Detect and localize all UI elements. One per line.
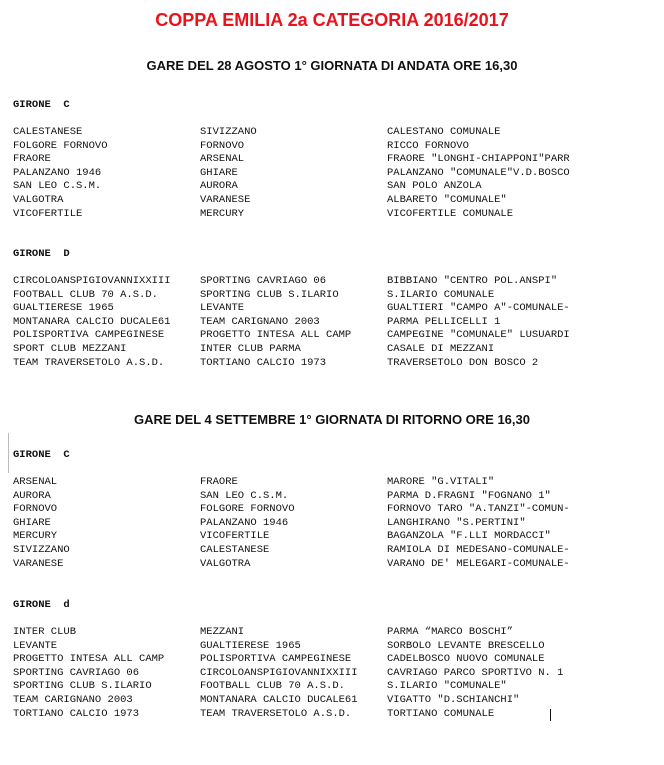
away-team: MEZZANI [200, 626, 245, 638]
home-team: FORNOVO [13, 503, 58, 516]
home-team: FOLGORE FORNOVO [13, 139, 108, 152]
away-team: FRAORE [200, 476, 238, 488]
match-row [13, 329, 653, 343]
home-team: LEVANTE [13, 639, 58, 652]
home-team: SPORTING CLUB S.ILARIO [13, 680, 152, 693]
match-row [13, 626, 653, 640]
match-row [13, 126, 653, 140]
home-team: PROGETTO INTESA ALL CAMP [13, 653, 165, 666]
home-team: SPORTING CAVRIAGO 06 [13, 666, 140, 679]
away-team: TORTIANO CALCIO 1973 [200, 356, 327, 369]
away-team: FORNOVO [200, 139, 245, 152]
match-row [13, 640, 653, 654]
home-team: GHIARE [13, 516, 51, 529]
away-team: POLISPORTIVA CAMPEGINESE [200, 653, 352, 666]
ritorno-girone-d-label: GIRONE d [13, 599, 70, 611]
venue: VIGATTO "D.SCHIANCHI" [387, 693, 520, 706]
away-team: TEAM CARIGNANO 2003 [200, 315, 320, 328]
match-row [13, 180, 653, 194]
venue: CAVRIAGO PARCO SPORTIVO N. 1 [387, 666, 564, 679]
venue: CASALE DI MEZZANI [387, 342, 495, 355]
andata-girone-d-label: GIRONE D [13, 248, 70, 260]
document-title: COPPA EMILIA 2a CATEGORIA 2016/2017 [155, 10, 509, 30]
away-team: INTER CLUB PARMA [200, 342, 301, 355]
andata-girone-c-table [13, 126, 653, 221]
match-row [13, 653, 653, 667]
match-row [13, 544, 653, 558]
home-team: TEAM CARIGNANO 2003 [13, 693, 133, 706]
andata-girone-d-table [13, 275, 653, 370]
venue: S.ILARIO "COMUNALE" [387, 680, 507, 693]
away-team: CALESTANESE [200, 543, 270, 556]
away-team: MONTANARA CALCIO DUCALE61 [200, 693, 358, 706]
ritorno-heading: GARE DEL 4 SETTEMBRE 1° GIORNATA DI RITORNO ORE 16,30 [134, 412, 530, 427]
match-row [13, 302, 653, 316]
match-row [13, 357, 653, 371]
home-team: PALANZANO 1946 [13, 166, 102, 179]
home-team: VALGOTRA [13, 193, 64, 206]
ritorno-girone-c-label: GIRONE C [13, 449, 70, 461]
away-team: SPORTING CLUB S.ILARIO [200, 288, 339, 301]
home-team: AURORA [13, 489, 51, 502]
venue: BAGANZOLA "F.LLI MORDACCI" [387, 530, 551, 543]
home-team: SPORT CLUB MEZZANI [13, 342, 127, 355]
venue: CALESTANO COMUNALE [387, 126, 501, 138]
venue: MARORE "G.VITALI" [387, 476, 495, 488]
away-team: CIRCOLOANSPIGIOVANNIXXIII [200, 666, 358, 679]
match-row [13, 558, 653, 572]
match-row [13, 503, 653, 517]
away-team: VARANESE [200, 193, 251, 206]
andata-girone-c-label: GIRONE C [13, 99, 70, 111]
away-team: FOLGORE FORNOVO [200, 503, 295, 516]
away-team: PALANZANO 1946 [200, 516, 289, 529]
ritorno-girone-c-table [13, 476, 653, 571]
match-row [13, 316, 653, 330]
venue: FRAORE "LONGHI-CHIAPPONI"PARR [387, 153, 570, 166]
home-team: FRAORE [13, 153, 51, 166]
home-team: GUALTIERESE 1965 [13, 302, 114, 315]
match-row [13, 289, 653, 303]
venue: PALANZANO "COMUNALE"V.D.BOSCO [387, 166, 570, 179]
match-row [13, 530, 653, 544]
away-team: SIVIZZANO [200, 126, 257, 138]
margin-line [8, 433, 9, 473]
match-row [13, 490, 653, 504]
home-team: INTER CLUB [13, 626, 77, 638]
venue: S.ILARIO COMUNALE [387, 288, 495, 301]
venue: ALBARETO "COMUNALE" [387, 193, 507, 206]
match-row [13, 153, 653, 167]
away-team: PROGETTO INTESA ALL CAMP [200, 329, 352, 342]
venue: GUALTIERI "CAMPO A"-COMUNALE- [387, 302, 570, 315]
match-row [13, 208, 653, 222]
text-cursor [550, 709, 551, 721]
away-team: AURORA [200, 180, 238, 193]
home-team: CIRCOLOANSPIGIOVANNIXXIII [13, 275, 171, 287]
venue: CADELBOSCO NUOVO COMUNALE [387, 653, 545, 666]
away-team: GHIARE [200, 166, 238, 179]
match-row [13, 275, 653, 289]
andata-heading: GARE DEL 28 AGOSTO 1° GIORNATA DI ANDATA ORE 16,30 [146, 58, 518, 73]
venue: FORNOVO TARO "A.TANZI"-COMUN- [387, 503, 570, 516]
match-row [13, 140, 653, 154]
away-team: VALGOTRA [200, 557, 251, 570]
home-team: SAN LEO C.S.M. [13, 180, 102, 193]
away-team: ARSENAL [200, 153, 245, 166]
match-row [13, 517, 653, 531]
venue: PARMA “MARCO BOSCHI” [387, 626, 514, 638]
away-team: TEAM TRAVERSETOLO A.S.D. [200, 707, 352, 720]
match-row [13, 167, 653, 181]
home-team: VICOFERTILE [13, 207, 83, 220]
venue: CAMPEGINE "COMUNALE" LUSUARDI [387, 329, 570, 342]
match-row [13, 680, 653, 694]
venue: VICOFERTILE COMUNALE [387, 207, 514, 220]
venue: RICCO FORNOVO [387, 139, 469, 152]
away-team: LEVANTE [200, 302, 245, 315]
home-team: POLISPORTIVA CAMPEGINESE [13, 329, 165, 342]
home-team: CALESTANESE [13, 126, 83, 138]
away-team: VICOFERTILE [200, 530, 270, 543]
home-team: TEAM TRAVERSETOLO A.S.D. [13, 356, 165, 369]
venue: PARMA D.FRAGNI "FOGNANO 1" [387, 489, 551, 502]
home-team: MONTANARA CALCIO DUCALE61 [13, 315, 171, 328]
venue: SAN POLO ANZOLA [387, 180, 482, 193]
home-team: VARANESE [13, 557, 64, 570]
home-team: FOOTBALL CLUB 70 A.S.D. [13, 288, 158, 301]
match-row [13, 343, 653, 357]
venue: VARANO DE' MELEGARI-COMUNALE- [387, 557, 570, 570]
venue: RAMIOLA DI MEDESANO-COMUNALE- [387, 543, 570, 556]
away-team: MERCURY [200, 207, 245, 220]
away-team: FOOTBALL CLUB 70 A.S.D. [200, 680, 345, 693]
ritorno-girone-d-table [13, 626, 653, 721]
match-row [13, 667, 653, 681]
match-row [13, 694, 653, 708]
venue: TRAVERSETOLO DON BOSCO 2 [387, 356, 539, 369]
venue: BIBBIANO "CENTRO POL.ANSPI" [387, 275, 558, 287]
home-team: TORTIANO CALCIO 1973 [13, 707, 140, 720]
venue: PARMA PELLICELLI 1 [387, 315, 501, 328]
away-team: GUALTIERESE 1965 [200, 639, 301, 652]
venue: TORTIANO COMUNALE [387, 707, 495, 720]
match-row [13, 708, 653, 722]
away-team: SAN LEO C.S.M. [200, 489, 289, 502]
away-team: SPORTING CAVRIAGO 06 [200, 275, 327, 287]
venue: SORBOLO LEVANTE BRESCELLO [387, 639, 545, 652]
home-team: SIVIZZANO [13, 543, 70, 556]
match-row [13, 476, 653, 490]
match-row [13, 194, 653, 208]
home-team: MERCURY [13, 530, 58, 543]
venue: LANGHIRANO "S.PERTINI" [387, 516, 526, 529]
home-team: ARSENAL [13, 476, 58, 488]
